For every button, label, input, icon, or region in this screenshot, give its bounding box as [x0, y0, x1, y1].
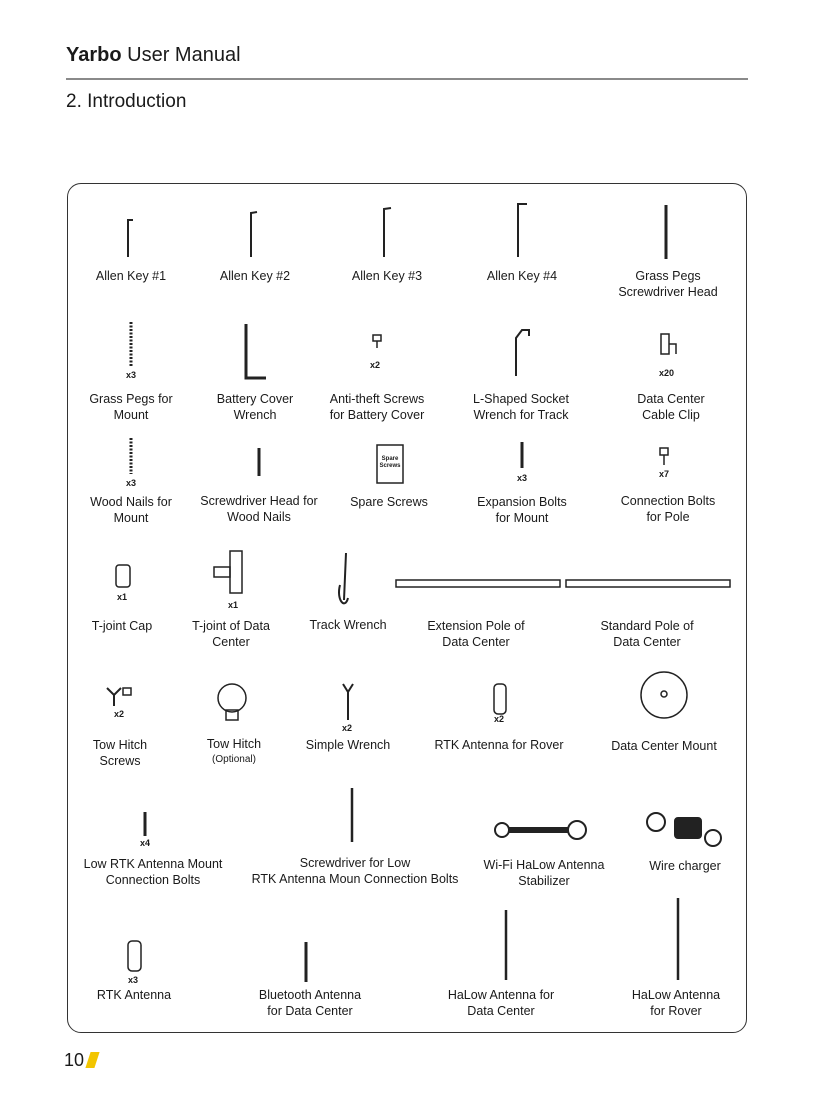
part-track-wrench: Track Wrench: [309, 618, 387, 632]
part-connection-bolts: Connection Bolts for Pole: [620, 494, 716, 524]
part-halow-antenna-rover: HaLow Antenna for Rover: [631, 988, 721, 1018]
part-t-joint: T-joint of Data Center: [192, 619, 270, 649]
quantity-label: x1: [228, 600, 239, 610]
part-low-rtk-screwdriver: Screwdriver for Low RTK Antenna Moun Connection Bolts: [251, 856, 459, 886]
manual-header: [66, 44, 241, 67]
part-grass-pegs-screwdriver-head: Grass Pegs Screwdriver Head: [618, 269, 718, 299]
part-halow-stabilizer: Wi-Fi HaLow Antenna Stabilizer: [483, 858, 605, 888]
part-rtk-antenna: RTK Antenna: [96, 988, 172, 1002]
page-accent-mark: [85, 1052, 99, 1068]
part-battery-cover-wrench: Battery Cover Wrench: [216, 392, 294, 422]
quantity-label: x3: [517, 473, 528, 483]
quantity-label: x3: [126, 478, 137, 488]
part-low-rtk-bolts: Low RTK Antenna Mount Connection Bolts: [83, 857, 223, 887]
part-rtk-antenna-rover: RTK Antenna for Rover: [434, 738, 564, 752]
quantity-label: x1: [117, 592, 128, 602]
part-screwdriver-head-wood-nails: Screwdriver Head for Wood Nails: [200, 494, 318, 524]
part-l-shaped-socket-wrench: L-Shaped Socket Wrench for Track: [473, 392, 569, 422]
spare-screws-bag-label: Spare Screws: [379, 456, 401, 469]
part-expansion-bolts: Expansion Bolts for Mount: [477, 495, 567, 525]
part-t-joint-cap: T-joint Cap: [91, 619, 153, 633]
quantity-label: x2: [114, 709, 125, 719]
part-allen-key-1: Allen Key #1: [95, 269, 167, 283]
part-data-center-mount: Data Center Mount: [611, 739, 717, 753]
part-extension-pole: Extension Pole of Data Center: [427, 619, 525, 649]
section-title: 2. Introduction: [66, 91, 187, 112]
part-standard-pole: Standard Pole of Data Center: [600, 619, 694, 649]
quantity-label: x2: [370, 360, 381, 370]
part-allen-key-3: Allen Key #3: [351, 269, 423, 283]
manual-title: User Manual: [121, 44, 241, 66]
part-spare-screws: Spare Screws: [350, 495, 428, 509]
parts-panel: [67, 183, 747, 1033]
part-wire-charger: Wire charger: [649, 859, 721, 873]
part-allen-key-4: Allen Key #4: [486, 269, 558, 283]
part-allen-key-2: Allen Key #2: [219, 269, 291, 283]
part-tow-hitch-screws: Tow Hitch Screws: [92, 738, 148, 768]
part-grass-pegs-mount: Grass Pegs for Mount: [89, 392, 173, 422]
part-wood-nails: Wood Nails for Mount: [90, 495, 172, 525]
part-halow-antenna-data-center: HaLow Antenna for Data Center: [447, 988, 555, 1018]
quantity-label: x3: [128, 975, 139, 985]
part-anti-theft-screws: Anti-theft Screws for Battery Cover: [329, 392, 425, 422]
part-cable-clip: Data Center Cable Clip: [637, 392, 705, 422]
quantity-label: x20: [659, 368, 675, 378]
quantity-label: x7: [659, 469, 670, 479]
quantity-label: x4: [140, 838, 151, 848]
part-tow-hitch: Tow Hitch (Optional): [206, 737, 262, 765]
quantity-label: x2: [494, 714, 505, 724]
quantity-label: x2: [342, 723, 353, 733]
part-simple-wrench: Simple Wrench: [305, 738, 391, 752]
brand-name: Yarbo: [66, 44, 122, 66]
quantity-label: x3: [126, 370, 137, 380]
header-divider: [66, 78, 748, 80]
page-number: 10: [64, 1050, 85, 1070]
part-bluetooth-antenna: Bluetooth Antenna for Data Center: [258, 988, 362, 1018]
